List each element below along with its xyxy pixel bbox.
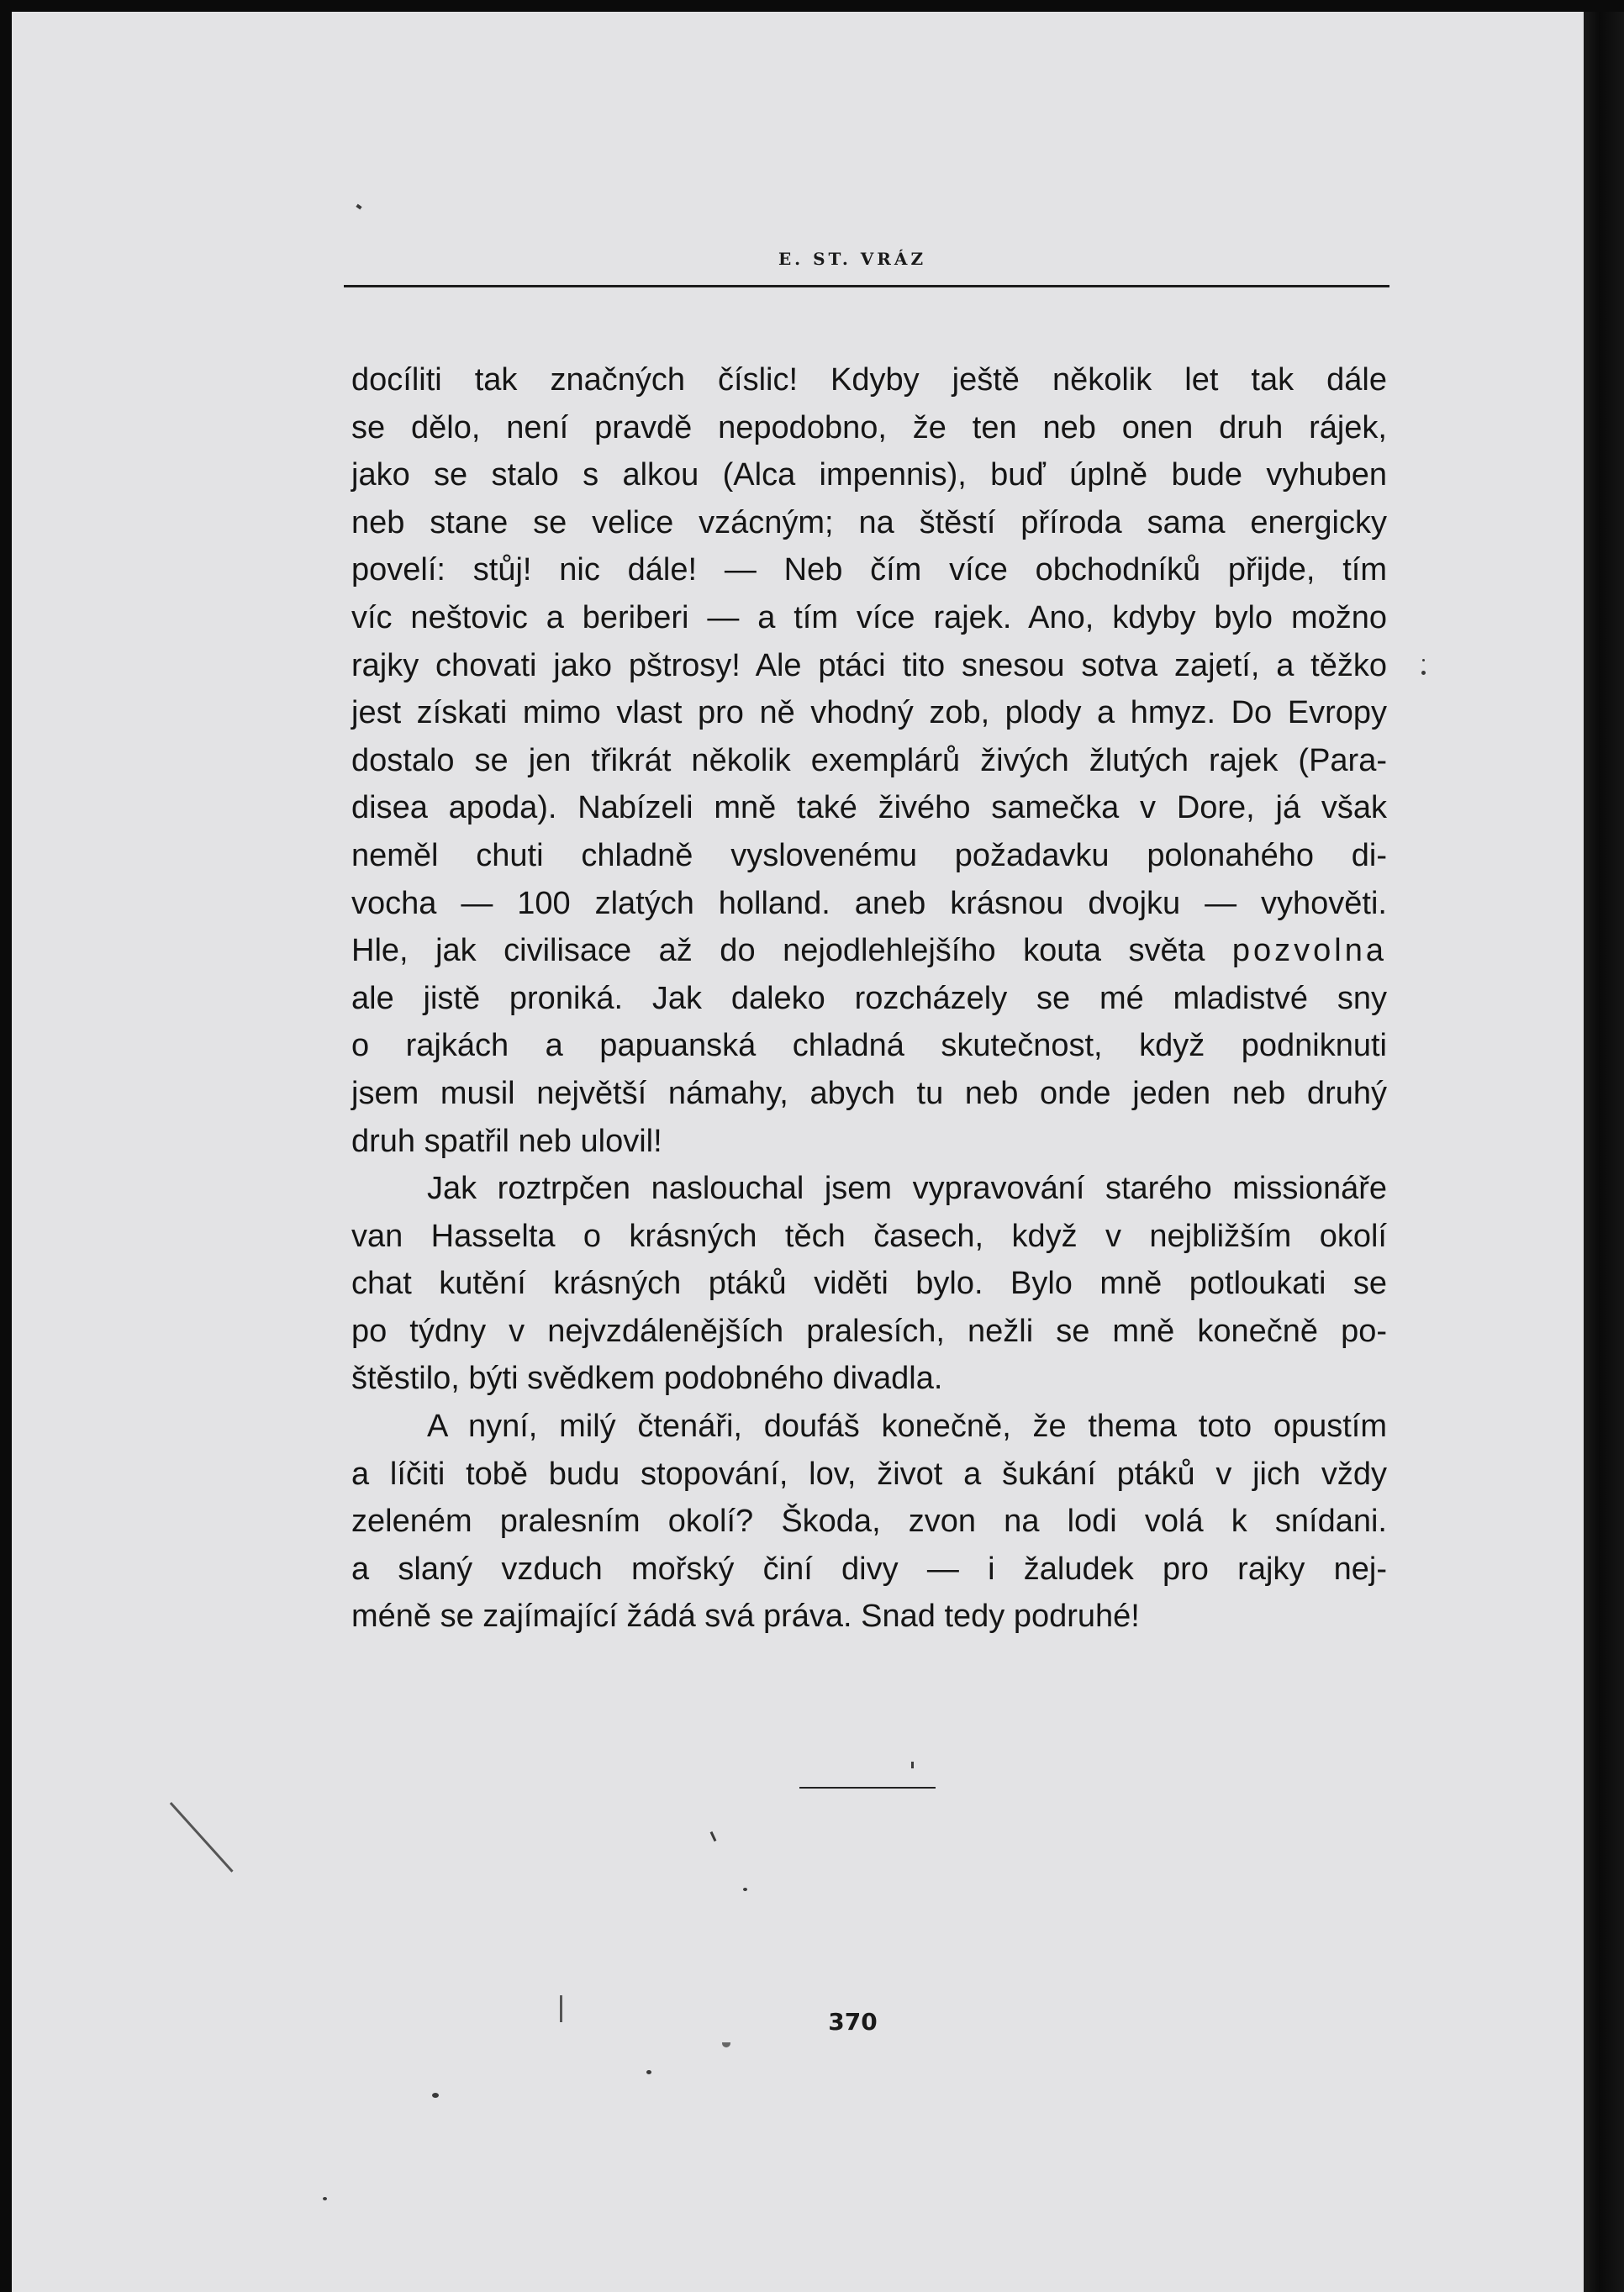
dust-mark bbox=[323, 2197, 327, 2200]
page-number: 370 bbox=[828, 2008, 878, 2036]
header-rule bbox=[344, 285, 1389, 287]
paragraph-last-line: méně se zajímající žádá svá práva. Snad tedy podruhé! bbox=[351, 1599, 1140, 1635]
paragraph-first-line: A nyní, milý čtenáři, doufáš konečně, že thema toto opustím bbox=[427, 1409, 1387, 1445]
text-line: jsem musil největší námahy, abych tu neb onde jeden neb druhý bbox=[351, 1075, 1387, 1111]
dust-mark bbox=[170, 1802, 234, 1873]
text-line-with-spaced-word bbox=[351, 927, 1387, 975]
text-line: chat kutění krásných ptáků viděti bylo. Bylo mně potloukati se bbox=[351, 1266, 1387, 1302]
dust-mark bbox=[743, 1888, 747, 1891]
body-text bbox=[351, 356, 1387, 1641]
closing-rule bbox=[799, 1787, 936, 1789]
text-line: neb stane se velice vzácným; na štěstí příroda sama energicky bbox=[351, 504, 1387, 540]
paper-sheet bbox=[12, 12, 1584, 2292]
text-line: vocha — 100 zlatých holland. aneb krásnou dvojku — vyhověti. bbox=[351, 885, 1387, 921]
text-line: ale jistě proniká. Jak daleko rozcházely se mé mladistvé sny bbox=[351, 980, 1387, 1016]
dust-mark bbox=[1421, 671, 1426, 675]
text-line: víc neštovic a beriberi — a tím více rajek. Ano, kdyby bylo možno bbox=[351, 599, 1387, 635]
dust-mark bbox=[646, 2070, 651, 2074]
dust-mark bbox=[356, 204, 361, 210]
dust-mark bbox=[560, 1995, 562, 2022]
text-line: docíliti tak značných číslic! Kdyby ještě několik let tak dále bbox=[351, 362, 1387, 398]
text-line: dostalo se jen třikrát několik exemplárů živých žlutých rajek (Para- bbox=[351, 742, 1387, 778]
text-line: neměl chuti chladně vyslovenému požadavku polonahého di- bbox=[351, 837, 1387, 873]
dust-mark bbox=[432, 2093, 439, 2098]
text-line: a slaný vzduch mořský činí divy — i žaludek pro rajky nej- bbox=[351, 1551, 1387, 1587]
paragraph-last-line: štěstilo, býti svědkem podobného divadla. bbox=[351, 1361, 943, 1397]
text-line: se dělo, není pravdě nepodobno, že ten neb onen druh rájek, bbox=[351, 409, 1387, 445]
running-head: E. ST. VRÁZ bbox=[778, 249, 927, 269]
paragraph-first-line: Jak roztrpčen naslouchal jsem vypravování starého missionáře bbox=[427, 1171, 1387, 1207]
text-line: disea apoda). Nabízeli mně také živého samečka v Dore, já však bbox=[351, 790, 1387, 826]
dust-mark bbox=[911, 1762, 914, 1768]
paragraph-last-line: druh spatřil neb ulovil! bbox=[351, 1123, 662, 1159]
text-line: jako se stalo s alkou (Alca impennis), buď úplně bude vyhuben bbox=[351, 457, 1387, 493]
text-line: van Hasselta o krásných těch časech, když v nejbližším okolí bbox=[351, 1218, 1387, 1254]
dust-mark bbox=[722, 2042, 730, 2047]
dust-mark bbox=[1422, 659, 1425, 661]
text-line: zeleném pralesním okolí? Škoda, zvon na lodi volá k snídani. bbox=[351, 1504, 1387, 1540]
text-line: rajky chovati jako pštrosy! Ale ptáci tito snesou sotva zajetí, a těžko bbox=[351, 647, 1387, 683]
text-line: po týdny v nejvzdálenějších pralesích, nežli se mně konečně po- bbox=[351, 1313, 1387, 1349]
book-spine-edge bbox=[1584, 12, 1624, 2292]
text-line: a líčiti tobě budu stopování, lov, život a šukání ptáků v jich vždy bbox=[351, 1456, 1387, 1492]
text-line: povelí: stůj! nic dále! — Neb čím více obchodníků přijde, tím bbox=[351, 552, 1387, 588]
text-fragment: Hle, jak civilisace až do nejodlehlejšího kouta světa bbox=[351, 933, 1205, 969]
dust-mark bbox=[710, 1831, 717, 1842]
spaced-emphasis-word: pozvolna bbox=[1231, 933, 1387, 969]
text-line: o rajkách a papuanská chladná skutečnost, když podniknuti bbox=[351, 1028, 1387, 1064]
text-line: jest získati mimo vlast pro ně vhodný zob, plody a hmyz. Do Evropy bbox=[351, 695, 1387, 731]
